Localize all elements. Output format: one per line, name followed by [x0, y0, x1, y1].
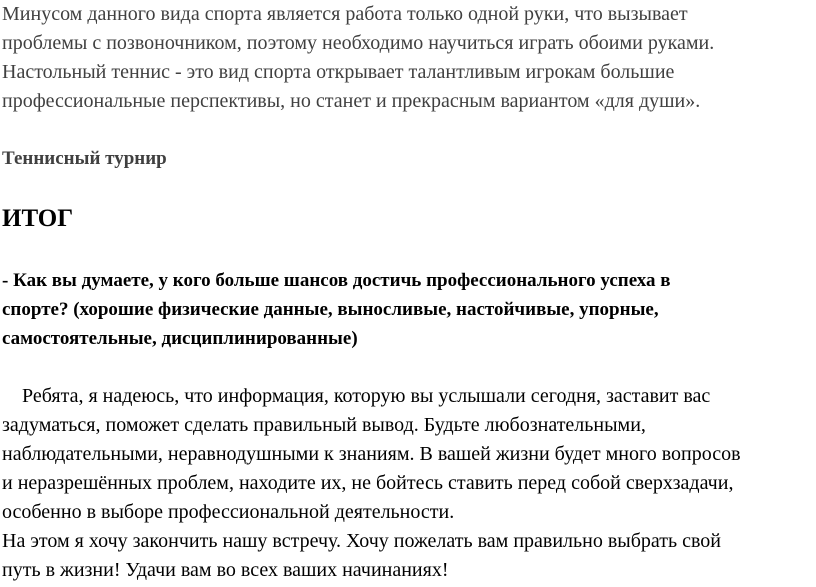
conclusion-line: Ребята, я надеюсь, что информация, которую вы услышали сегодня, заставит вас: [2, 385, 711, 407]
conclusion-line: На этом я хочу закончить нашу встречу. Хочу пожелать вам правильно выбрать свой: [2, 530, 722, 552]
subheading: Теннисный турнир: [2, 148, 167, 169]
section-heading: ИТОГ: [2, 205, 74, 232]
conclusion-line: наблюдательными, неравнодушными к знаниям. В вашей жизни будет много вопросов: [2, 443, 741, 465]
intro-line: проблемы с позвоночником, поэтому необходимо научиться играть обоими руками.: [2, 32, 715, 54]
conclusion-line: путь в жизни! Удачи вам во всех ваших начинаниях!: [2, 559, 449, 581]
intro-line: Настольный теннис - это вид спорта открывает талантливым игрокам большие: [2, 61, 675, 83]
conclusion-line: задуматься, поможет сделать правильный вывод. Будьте любознательными,: [2, 414, 646, 436]
conclusion-line: особенно в выборе профессиональной деятельности.: [2, 501, 455, 523]
intro-line: Минусом данного вида спорта является работа только одной руки, что вызывает: [2, 3, 688, 25]
conclusion-line: и неразрешённых проблем, находите их, не бойтесь ставить перед собой сверхзадачи,: [2, 472, 734, 494]
question-line: спорте? (хорошие физические данные, выносливые, настойчивые, упорные,: [2, 299, 659, 320]
intro-line: профессиональные перспективы, но станет и прекрасным вариантом «для души».: [2, 90, 701, 112]
question-line: - Как вы думаете, у кого больше шансов достичь профессионального успеха в: [2, 270, 671, 291]
question-line: самостоятельные, дисциплинированные): [2, 328, 358, 349]
